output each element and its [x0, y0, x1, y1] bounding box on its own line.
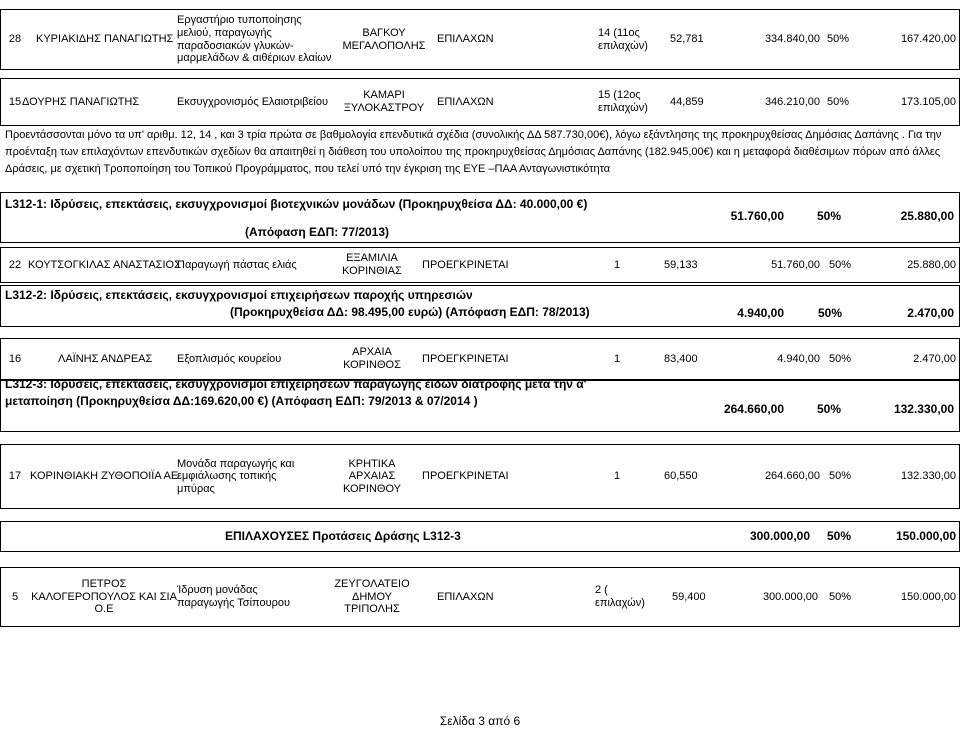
budget: 4.940,00	[777, 352, 820, 365]
public-expenditure: 132.330,00	[900, 470, 956, 483]
note-paragraph: Προεντάσσονται μόνο τα υπ' αριθμ. 12, 14 , και 3 τρία πρώτα σε βαθμολογία επενδυτικά σχέδια (συνολικής ΔΔ 587.730,00€), λόγω εξάντλησης της προκηρυχθείσας Δημόσιας Δαπάνης . Για την προένταξη των επιλαχόντων επενδυτικών σχεδίων θα απαιτηθεί η διάθεση του υπολοίπου της προκηρυχθείσας Δημόσιας Δαπάνης (182.945,00€) και η μεταφορά διαθέσιμων πόρων από άλλες Δράσεις, με σχετική Τροποποίηση του Τοπικού Προγράμματος, που τελεί υπό την έγκριση της ΕΥΕ –ΠΑΑ Ανταγωνιστικότητα	[5, 129, 942, 175]
section-budget: 51.760,00	[730, 209, 784, 224]
row-number: 22	[8, 258, 22, 271]
budget: 51.760,00	[771, 258, 820, 271]
score: 83,400	[664, 352, 698, 365]
score: 44,859	[670, 95, 704, 108]
status: ΕΠΙΛΑΧΩΝ	[437, 590, 494, 603]
location: ΒΑΓΚΟΥ ΜΕΓΑΛΟΠΟΛΗΣ	[342, 26, 426, 52]
page-number: Σελίδα 3 από 6	[439, 714, 521, 729]
section-public-expenditure: 150.000,00	[895, 528, 956, 543]
location: ΕΞΑΜΙΛΙΑ ΚΟΡΙΝΘΙΑΣ	[342, 252, 402, 277]
project-description: Εξοπλισμός κουρείου	[177, 352, 282, 365]
status: ΠΡΟΕΓΚΡΙΝΕΤΑΙ	[422, 470, 509, 483]
budget: 300.000,00	[762, 590, 818, 603]
location: ΚΡΗΤΙΚΑ ΑΡΧΑΙΑΣ ΚΟΡΙΝΘΟΥ	[343, 457, 401, 495]
ranking: 14 (11ος επιλαχών)	[598, 26, 648, 52]
location: ΖΕΥΓΟΛΑΤΕΙΟ ΔΗΜΟΥ ΤΡΙΠΟΛΗΣ	[334, 578, 410, 616]
section-subtitle: (Απόφαση ΕΔΠ: 77/2013)	[245, 225, 390, 239]
ranking: 1	[614, 258, 621, 271]
section-subtitle: (Προκηρυχθείσα ΔΔ: 98.495,00 ευρώ) (Απόφαση ΕΔΠ: 78/2013)	[230, 305, 590, 319]
project-description: Εκσυγχρονισμός Ελαιοτριβείου	[177, 95, 328, 108]
row-number: 28	[8, 33, 22, 46]
budget: 334.840,00	[764, 33, 820, 46]
public-expenditure: 150.000,00	[900, 590, 956, 603]
public-expenditure: 167.420,00	[900, 33, 956, 46]
beneficiary-name: ΚΟΥΤΣΟΓΚΙΛΑΣ ΑΝΑΣΤΑΣΙΟΣ	[28, 258, 181, 271]
section-public-expenditure: 25.880,00	[900, 209, 954, 224]
project-description: Μονάδα παραγωγής και εμφιάλωσης τοπικής μπύρας	[177, 457, 295, 495]
row-number: 15	[8, 95, 22, 108]
section-title: L312-3: Ιδρύσεις, επεκτάσεις, εκσυγχρονισμοί επιχειρήσεων παραγωγής ειδών διατροφής μετά την α'	[5, 377, 587, 391]
project-description: Ίδρυση μονάδας παραγωγής Τσίπουρου	[177, 584, 290, 609]
public-expenditure: 25.880,00	[907, 258, 956, 271]
beneficiary-name: ΚΟΡΙΝΘΙΑΚΗ ΖΥΘΟΠΟΙΪΑ ΑΕ	[30, 470, 179, 483]
score: 60,550	[664, 470, 698, 483]
status: ΕΠΙΛΑΧΩΝ	[437, 95, 494, 108]
row-number: 17	[8, 470, 22, 483]
public-expenditure: 2.470,00	[913, 352, 956, 365]
budget: 346.210,00	[764, 95, 820, 108]
section-budget: 4.940,00	[737, 306, 784, 321]
status: ΕΠΙΛΑΧΩΝ	[437, 33, 494, 46]
section-percentage: 50%	[816, 209, 842, 224]
section-title: L312-2: Ιδρύσεις, επεκτάσεις, εκσυγχρονισμοί επιχειρήσεων παροχής υπηρεσιών	[5, 288, 473, 302]
percentage: 50%	[828, 470, 852, 483]
section-public-expenditure: 132.330,00	[893, 402, 954, 417]
score: 52,781	[670, 33, 704, 46]
section-title: L312-1: Ιδρύσεις, επεκτάσεις, εκσυγχρονισμοί βιοτεχνικών μονάδων (Προκηρυχθείσα ΔΔ: 40.000,00 €)	[5, 197, 588, 211]
percentage: 50%	[826, 33, 850, 46]
location: ΑΡΧΑΙΑ ΚΟΡΙΝΘΟΣ	[343, 346, 401, 371]
ranking: 15 (12ος επιλαχών)	[598, 89, 648, 114]
beneficiary-name: ΔΟΥΡΗΣ ΠΑΝΑΓΙΩΤΗΣ	[22, 95, 140, 108]
beneficiary-name: ΠΕΤΡΟΣ ΚΑΛΟΓΕΡΟΠΟΥΛΟΣ ΚΑΙ ΣΙΑ Ο.Ε	[31, 578, 177, 616]
status: ΠΡΟΕΓΚΡΙΝΕΤΑΙ	[422, 352, 509, 365]
section-subtitle: μεταποίηση (Προκηρυχθείσα ΔΔ:169.620,00 €) (Απόφαση ΕΔΠ: 79/2013 & 07/2014 )	[5, 394, 478, 408]
location: ΚΑΜΑΡΙ ΞΥΛΟΚΑΣΤΡΟΥ	[343, 89, 425, 114]
percentage: 50%	[828, 590, 852, 603]
row-number: 5	[11, 590, 19, 603]
project-description: Παραγωγή πάστας ελιάς	[177, 258, 297, 271]
section-percentage: 50%	[826, 528, 852, 543]
beneficiary-name: ΛΑΪΝΗΣ ΑΝΔΡΕΑΣ	[58, 352, 153, 365]
ranking: 1	[614, 352, 621, 365]
section-budget: 300.000,00	[749, 528, 810, 543]
percentage: 50%	[826, 95, 850, 108]
score: 59,400	[672, 590, 706, 603]
project-description: Εργαστήριο τυποποίησης μελιού, παραγωγής παραδοσιακών γλυκών-μαρμελάδων & αιθέριων ελαίων	[177, 14, 332, 65]
ranking: 1	[614, 470, 621, 483]
percentage: 50%	[828, 258, 852, 271]
percentage: 50%	[828, 352, 852, 365]
row-number: 16	[8, 352, 22, 365]
section-percentage: 50%	[816, 402, 842, 417]
public-expenditure: 173.105,00	[900, 95, 956, 108]
section-title: ΕΠΙΛΑΧΟΥΣΕΣ Προτάσεις Δράσης L312-3	[225, 528, 461, 543]
section-public-expenditure: 2.470,00	[907, 306, 954, 321]
ranking: 2 ( επιλαχών)	[595, 584, 645, 609]
score: 59,133	[664, 258, 698, 271]
section-budget: 264.660,00	[723, 402, 784, 417]
beneficiary-name: ΚΥΡΙΑΚΙΔΗΣ ΠΑΝΑΓΙΩΤΗΣ	[36, 33, 174, 46]
status: ΠΡΟΕΓΚΡΙΝΕΤΑΙ	[422, 258, 509, 271]
section-percentage: 50%	[817, 306, 843, 321]
budget: 264.660,00	[764, 470, 820, 483]
